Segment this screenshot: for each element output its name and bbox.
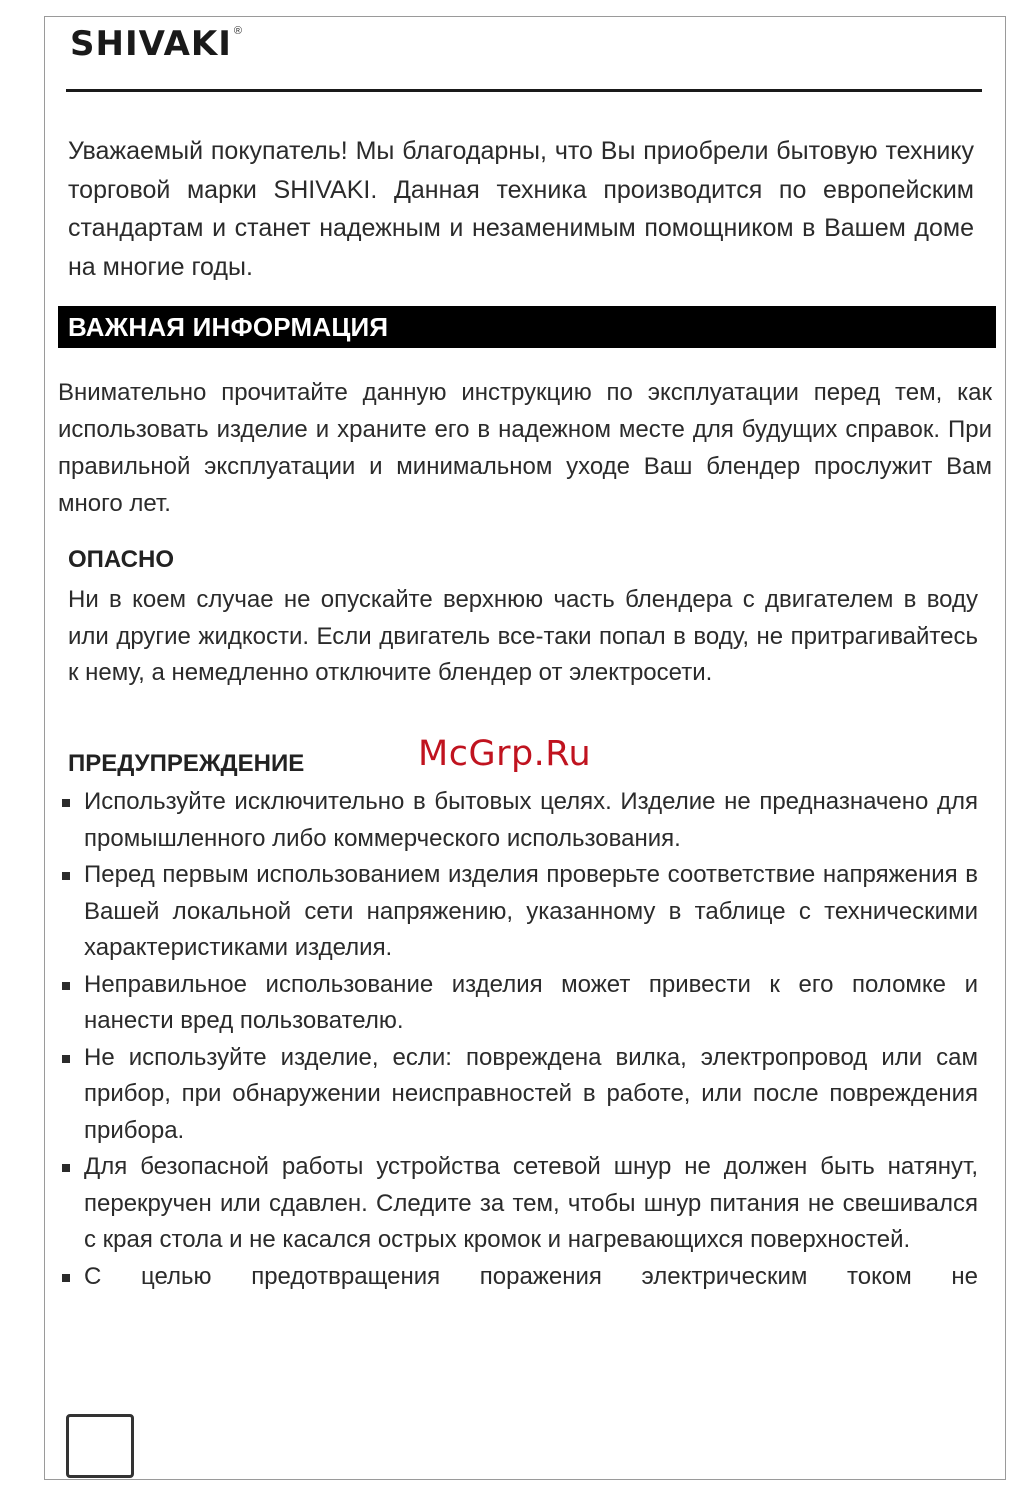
registered-mark: ® — [233, 25, 243, 37]
watermark: McGrp.Ru — [418, 734, 592, 774]
header-divider — [66, 89, 982, 92]
warning-list — [60, 784, 978, 1295]
danger-heading: ОПАСНО — [68, 546, 174, 573]
list-item: Не используйте изделие, если: повреждена вилка, электропровод или сам прибор, при обнаружении неисправностей в работе, или после повреждения прибора. — [60, 1040, 978, 1150]
list-item: Используйте исключительно в бытовых целях. Изделие не предназначено для промышленного либо коммерческого использования. — [60, 784, 978, 857]
intro-paragraph: Уважаемый покупатель! Мы благодарны, что Вы приобрели бытовую технику торговой марки SHIVAKI. Данная техника производится по европейским стандартам и станет надежным и незаменимым помощником в Вашем доме на многие годы. — [68, 137, 974, 281]
section-title-important: ВАЖНАЯ ИНФОРМАЦИЯ — [68, 311, 389, 342]
brand-logo — [70, 24, 242, 64]
list-item: Неправильное использование изделия может привести к его поломке и нанести вред пользователю. — [60, 967, 978, 1040]
important-paragraph: Внимательно прочитайте данную инструкцию по эксплуатации перед тем, как использовать изделие и храните его в надежном месте для будущих справок. При правильной эксплуатации и минимальном уходе Ваш блендер прослужит Вам много лет. — [58, 379, 992, 517]
page-number-box — [66, 1414, 134, 1478]
danger-paragraph: Ни в коем случае не опускайте верхнюю часть блендера с двигателем в воду или другие жидкости. Если двигатель все-таки попал в воду, не притрагивайтесь к нему, а немедленно отключите блендер от электросети. — [68, 586, 978, 686]
list-item: С целью предотвращения поражения электрическим током не — [60, 1259, 978, 1296]
brand-logo-text: SHIVAKI — [70, 24, 232, 64]
warning-heading: ПРЕДУПРЕЖДЕНИЕ — [68, 750, 305, 777]
list-item: Для безопасной работы устройства сетевой шнур не должен быть натянут, перекручен или сдавлен. Следите за тем, чтобы шнур питания не свешивался с края стола и не касался острых кромок и нагревающихся поверхностей. — [60, 1149, 978, 1259]
section-header-important — [58, 306, 996, 348]
list-item: Перед первым использованием изделия проверьте соответствие напряжения в Вашей локальной сети напряжению, указанному в таблице с техническими характеристиками изделия. — [60, 857, 978, 967]
